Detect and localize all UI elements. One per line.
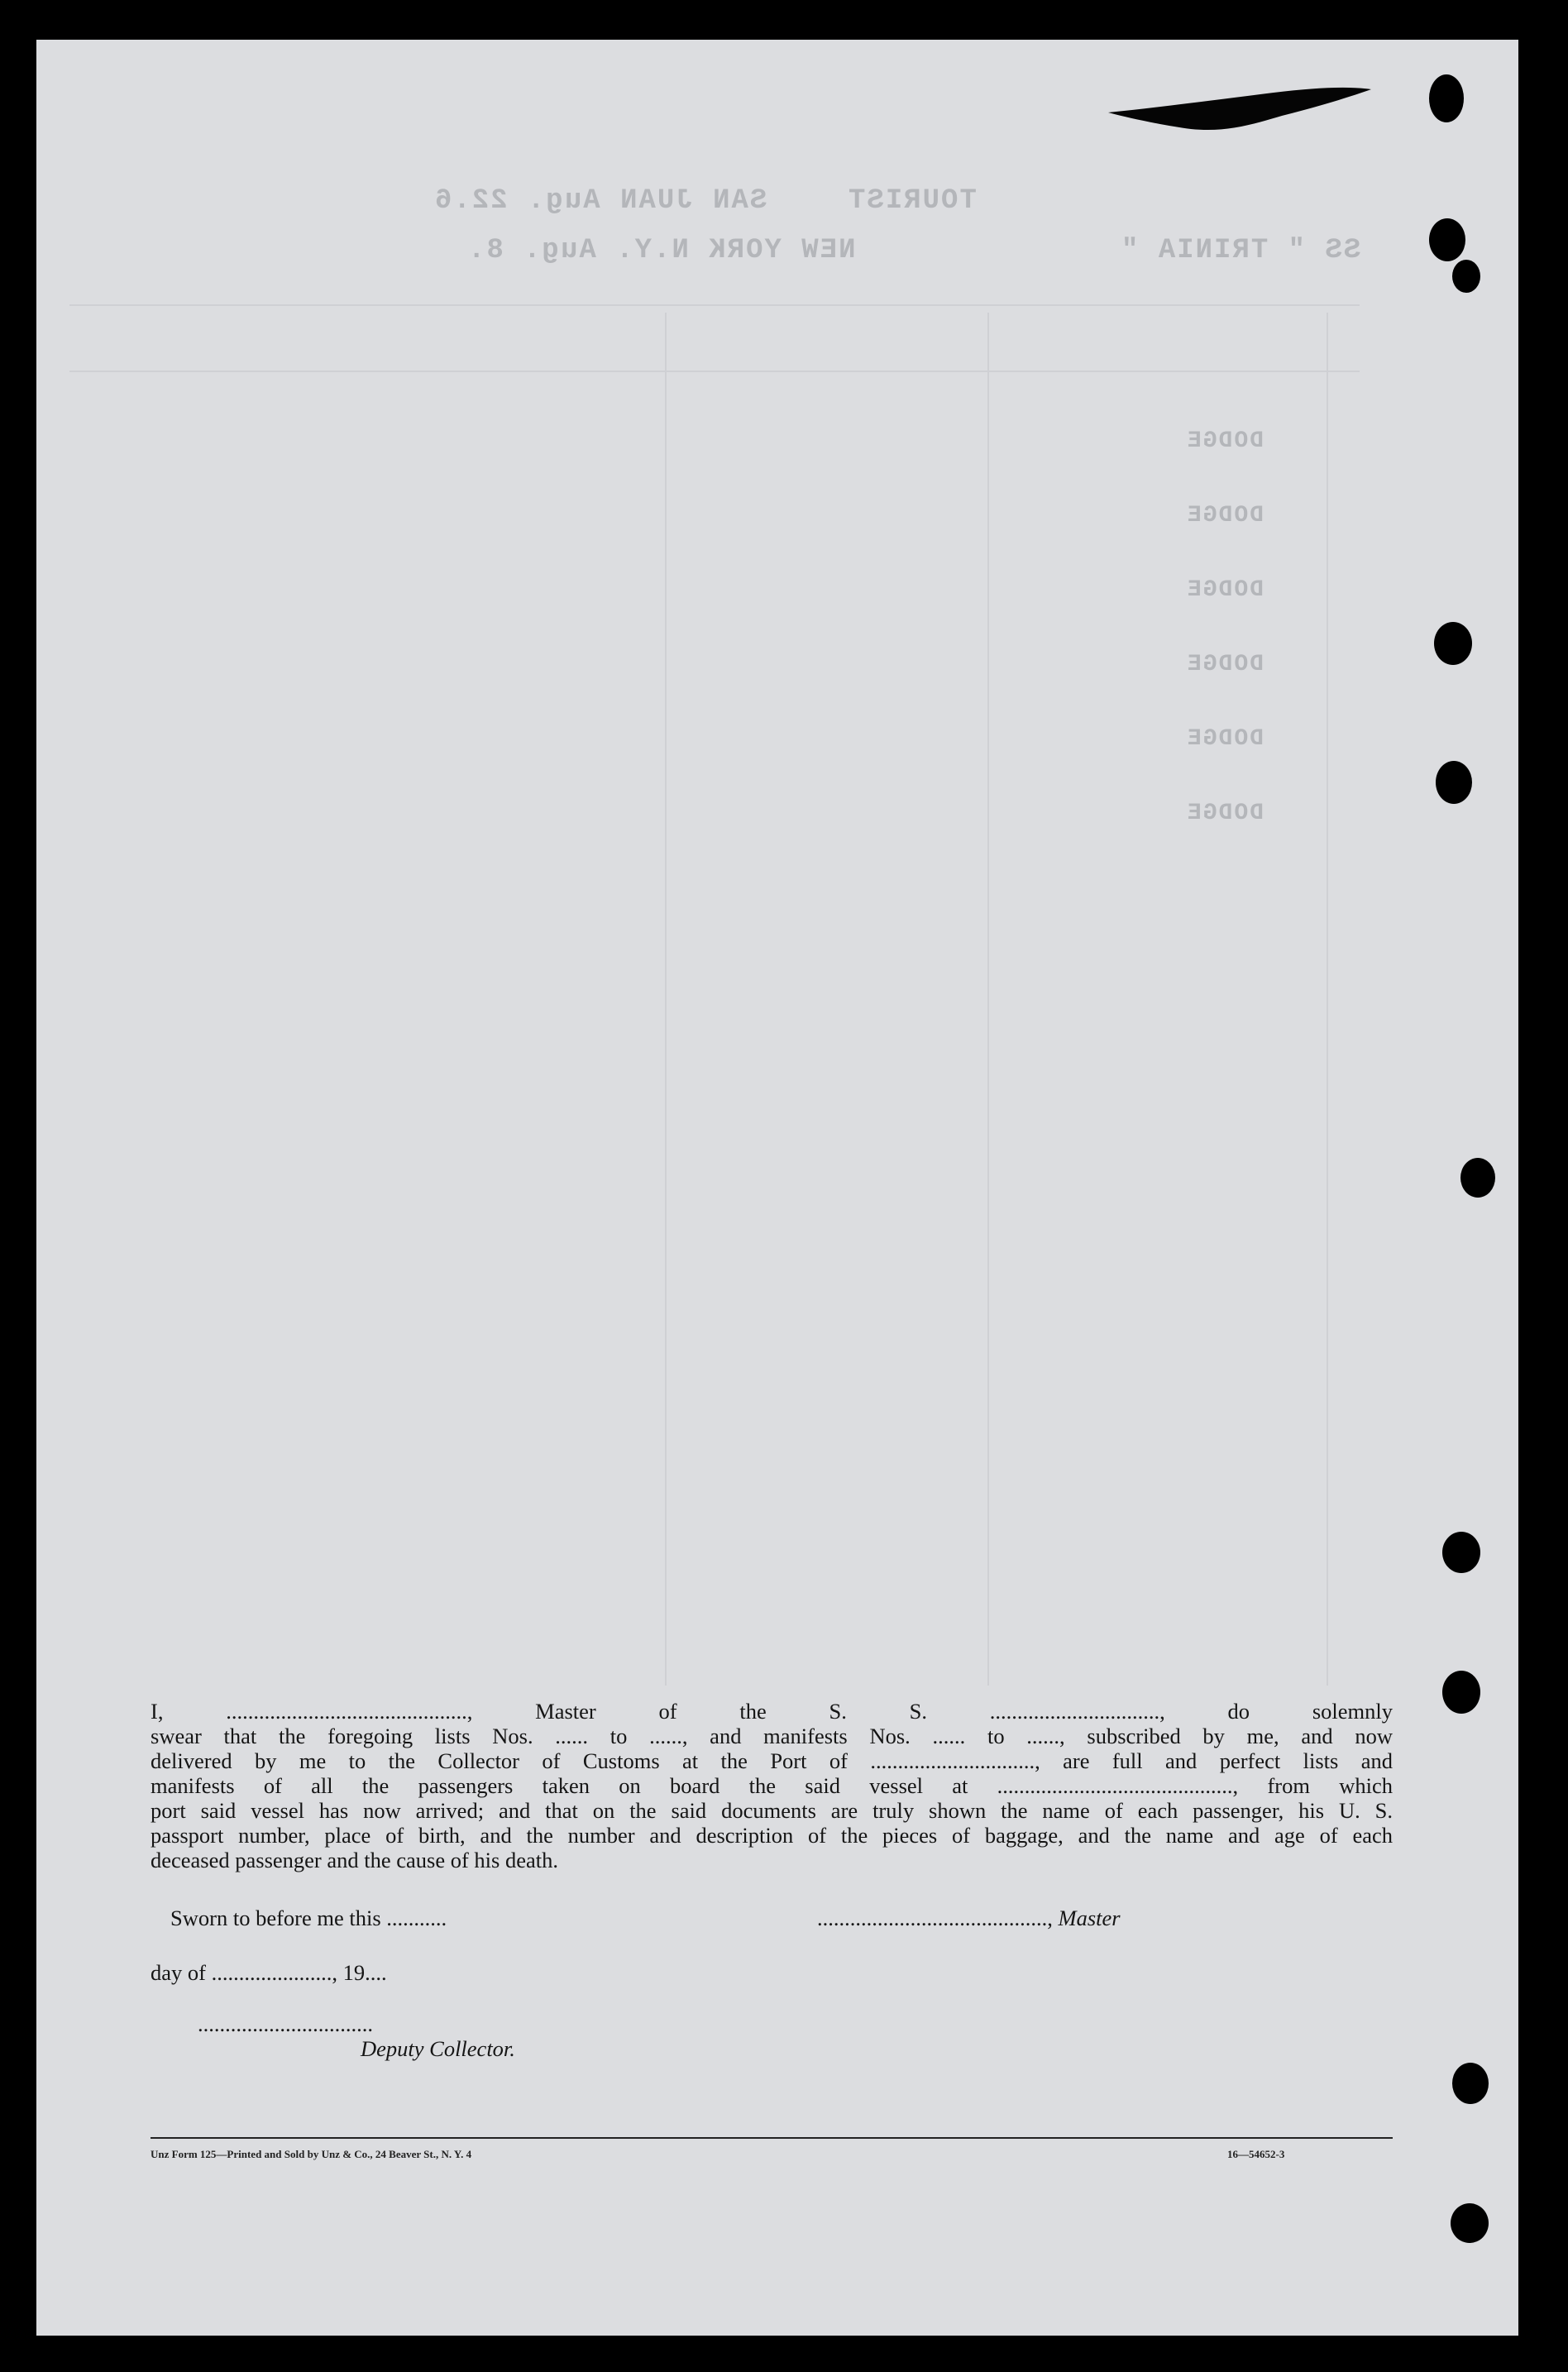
oath-line: delivered by me to the Collector of Customs at the Port of .............................., are full and perfect lists and	[151, 1748, 1393, 1773]
day-line: day of ......................, 19....	[151, 1960, 387, 1985]
oath-paragraph	[151, 1699, 1393, 1872]
deputy-dots: ................................	[198, 2011, 373, 2036]
bleed-through-header: TOURIST	[847, 185, 977, 217]
deputy-collector-label: Deputy Collector.	[361, 2036, 515, 2061]
punch-hole	[1429, 74, 1464, 122]
master-signature-line	[817, 1906, 1121, 1931]
punch-hole	[1460, 1158, 1495, 1198]
bleed-through-rule	[69, 304, 1360, 306]
punch-hole	[1442, 1671, 1480, 1714]
footer-rule	[151, 2137, 1393, 2139]
bleed-through-row: DODGE	[1186, 503, 1264, 528]
bleed-through-header: SAN JUAN Aug. 22.6	[433, 185, 767, 217]
sworn-line: Sworn to before me this ...........	[170, 1906, 447, 1930]
form-number: 16—54652-3	[1227, 2148, 1285, 2160]
bleed-through-rule	[987, 313, 989, 1686]
master-label: Master	[1058, 1906, 1121, 1930]
punch-hole	[1452, 2063, 1489, 2104]
bleed-through-header: NEW YORK N.Y. Aug. 8.	[466, 235, 856, 266]
bleed-through-row: DODGE	[1186, 801, 1264, 826]
punch-hole	[1429, 218, 1465, 261]
oath-line: swear that the foregoing lists Nos. ...... to ......, and manifests Nos. ...... to ......, subscribed by me, and now	[151, 1724, 1393, 1748]
oath-line: port said vessel has now arrived; and that on the said documents are truly shown the name of each passenger, his U. S.	[151, 1798, 1393, 1823]
bleed-through-row: DODGE	[1186, 428, 1264, 454]
printer-credit: Unz Form 125—Printed and Sold by Unz & Co., 24 Beaver St., N. Y. 4	[151, 2148, 472, 2160]
document-page	[36, 40, 1518, 2336]
punch-hole	[1452, 260, 1480, 293]
punch-hole	[1436, 761, 1472, 804]
punch-hole	[1434, 622, 1472, 665]
oath-line: passport number, place of birth, and the number and description of the pieces of baggage, and the name and age of each	[151, 1823, 1393, 1848]
bleed-through-row: DODGE	[1186, 652, 1264, 677]
punch-hole	[1451, 2203, 1489, 2243]
bleed-through-rule	[665, 313, 667, 1686]
oath-line: deceased passenger and the cause of his death.	[151, 1848, 558, 1872]
oath-line: I, ............................................, Master of the S. S. ..............................., do solemnly	[151, 1699, 1393, 1724]
oath-line: manifests of all the passengers taken on board the said vessel at ..........................................., from which	[151, 1773, 1393, 1798]
punch-hole	[1442, 1532, 1480, 1573]
bleed-through-rule	[1327, 313, 1328, 1686]
bleed-through-row: DODGE	[1186, 577, 1264, 603]
bleed-through-rule	[69, 371, 1360, 372]
ink-stain	[1108, 83, 1373, 141]
master-dots: ..........................................,	[817, 1906, 1053, 1930]
bleed-through-row: DODGE	[1186, 726, 1264, 752]
bleed-through-header: SS " TRINIA "	[1120, 235, 1361, 266]
